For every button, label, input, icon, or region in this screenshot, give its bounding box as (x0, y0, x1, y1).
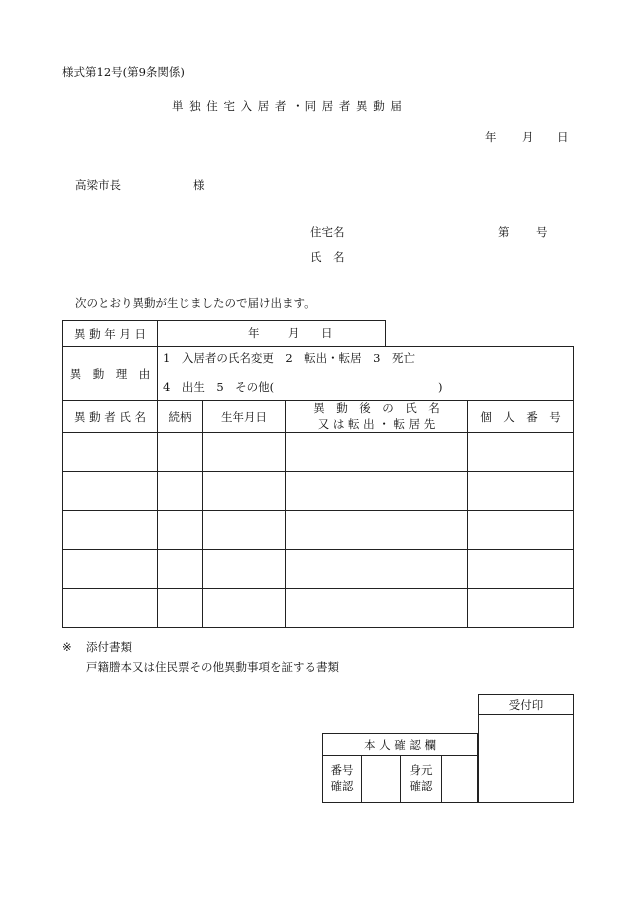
reason-options[interactable] (158, 347, 574, 401)
cell-after-change[interactable] (286, 511, 468, 550)
reception-box (478, 694, 574, 803)
header-dob: 生年月日 (203, 401, 286, 433)
cell-name[interactable] (63, 511, 158, 550)
addressee-name: 高梁市長 (75, 178, 121, 192)
cell-relation[interactable] (158, 511, 203, 550)
cell-after-change[interactable] (286, 589, 468, 628)
cell-after-change[interactable] (286, 472, 468, 511)
change-date-value[interactable] (158, 321, 386, 347)
members-header-row (63, 401, 574, 433)
cell-personal-number[interactable] (468, 472, 574, 511)
header-name: 異 動 者 氏 名 (63, 401, 158, 433)
cell-personal-number[interactable] (468, 511, 574, 550)
members-table (62, 400, 574, 628)
reception-stamp-area[interactable] (479, 715, 574, 803)
cell-dob[interactable] (203, 472, 286, 511)
identity-box-title: 本 人 確 認 欄 (323, 734, 478, 756)
cell-name[interactable] (63, 589, 158, 628)
reason-line1: 1 入居者の氏名変更 2 転出・転居 3 死亡 (163, 351, 415, 365)
header-after-line2: 又 は 転 出 ・ 転 居 先 (317, 416, 436, 431)
reason-line2-close: ) (438, 380, 443, 394)
number-check-label (323, 756, 362, 803)
identity-box (322, 733, 478, 803)
cell-dob[interactable] (203, 511, 286, 550)
intro-text: 次のとおり異動が生じましたので届け出ます。 (75, 296, 316, 310)
attachments-mark: ※ (62, 640, 72, 654)
reason-label: 異 動 理 由 (63, 347, 158, 401)
cell-relation[interactable] (158, 589, 203, 628)
cell-relation[interactable] (158, 550, 203, 589)
reason-table (62, 346, 574, 401)
applicant-name-label: 氏 名 (310, 250, 345, 264)
date-month: 月 (522, 130, 534, 144)
cell-name[interactable] (63, 433, 158, 472)
cell-name[interactable] (63, 550, 158, 589)
identity-check-label-line2: 確認 (409, 779, 433, 793)
number-check-cell[interactable] (362, 756, 401, 803)
cell-name[interactable] (63, 472, 158, 511)
change-date-day: 日 (321, 326, 333, 340)
house-number-suffix: 号 (536, 225, 548, 239)
date-day: 日 (557, 130, 569, 144)
table-row (63, 511, 574, 550)
header-relation: 続柄 (158, 401, 203, 433)
house-number-prefix: 第 (498, 225, 510, 239)
form-number: 様式第12号(第9条関係) (62, 65, 185, 79)
cell-dob[interactable] (203, 433, 286, 472)
house-name-label: 住宅名 (310, 225, 345, 239)
cell-dob[interactable] (203, 550, 286, 589)
change-date-table (62, 320, 386, 347)
header-after-change (286, 401, 468, 433)
number-check-label-line1: 番号 (330, 763, 354, 778)
date-year: 年 (485, 130, 497, 144)
attachments-label: 添付書類 (86, 640, 132, 654)
table-row (63, 589, 574, 628)
cell-personal-number[interactable] (468, 550, 574, 589)
attachments-text: 戸籍謄本又は住民票その他異動事項を証する書類 (86, 660, 339, 674)
form-title: 単 独 住 宅 入 居 者 ・同 居 者 異 動 届 (172, 99, 403, 113)
number-check-label-line2: 確認 (330, 779, 354, 793)
identity-check-label-line1: 身元 (409, 763, 433, 778)
reason-line2-open: 4 出生 5 その他( (163, 380, 275, 394)
cell-dob[interactable] (203, 589, 286, 628)
header-after-line1: 異 動 後 の 氏 名 (313, 401, 440, 415)
table-row (63, 550, 574, 589)
header-personal-number: 個 人 番 号 (468, 401, 574, 433)
change-date-label: 異 動 年 月 日 (63, 321, 158, 347)
cell-personal-number[interactable] (468, 433, 574, 472)
identity-check-cell[interactable] (442, 756, 478, 803)
cell-after-change[interactable] (286, 433, 468, 472)
table-row (63, 472, 574, 511)
cell-personal-number[interactable] (468, 589, 574, 628)
cell-after-change[interactable] (286, 550, 468, 589)
cell-relation[interactable] (158, 472, 203, 511)
identity-check-label (401, 756, 442, 803)
cell-relation[interactable] (158, 433, 203, 472)
reception-label: 受付印 (479, 695, 574, 715)
change-date-month: 月 (288, 326, 300, 340)
change-date-year: 年 (248, 326, 260, 340)
addressee-honorific: 様 (193, 178, 205, 192)
table-row (63, 433, 574, 472)
